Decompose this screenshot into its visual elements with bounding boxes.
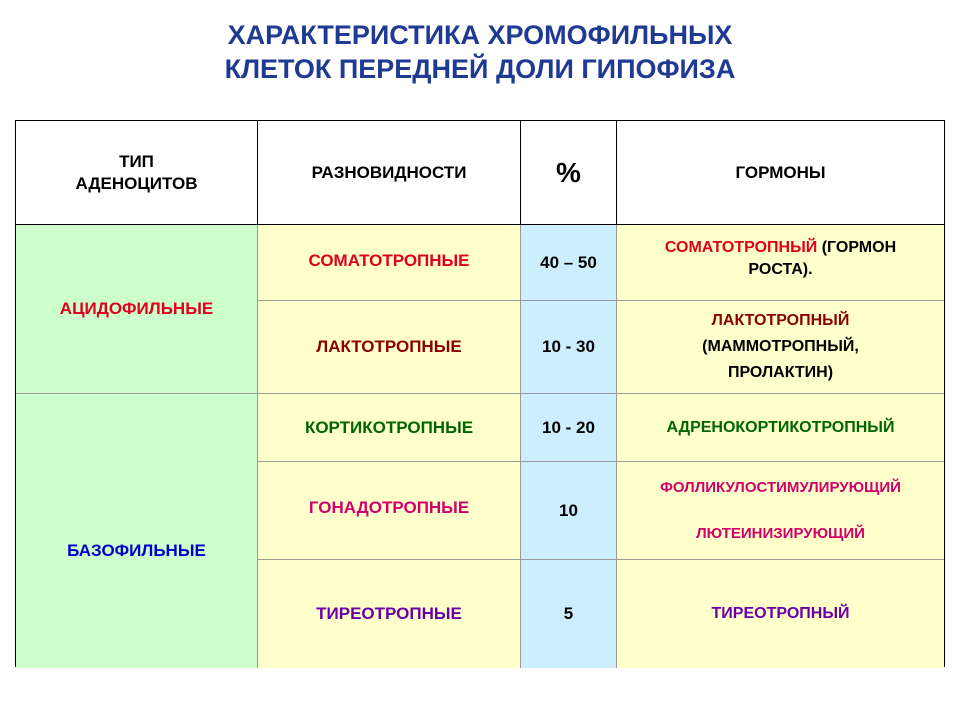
hormone-gonadotropic	[617, 462, 944, 560]
hormone-corticotropic: АДРЕНОКОРТИКОТРОПНЫЙ	[617, 394, 944, 462]
hormone-lactotropic	[617, 301, 944, 394]
percent-somatotropic: 40 – 50	[521, 225, 617, 301]
header-type-line-2: АДЕНОЦИТОВ	[75, 173, 198, 193]
hormone-lactotropic-line-2: (МАММОТРОПНЫЙ,	[702, 338, 859, 355]
title-line-1: ХАРАКТЕРИСТИКА ХРОМОФИЛЬНЫХ	[227, 20, 733, 50]
header-percent: %	[521, 121, 617, 225]
hormone-somatotropic-name: СОМАТОТРОПНЫЙ	[664, 239, 818, 256]
variety-corticotropic: КОРТИКОТРОПНЫЕ	[258, 394, 521, 462]
variety-thyrotropic: ТИРЕОТРОПНЫЕ	[258, 560, 521, 668]
variety-lactotropic: ЛАКТОТРОПНЫЕ	[258, 301, 521, 394]
header-type-line-1: ТИП	[119, 151, 154, 171]
hormone-lactotropic-line-1: ЛАКТОТРОПНЫЙ	[711, 312, 850, 329]
header-hormones: ГОРМОНЫ	[617, 121, 944, 225]
header-varieties: РАЗНОВИДНОСТИ	[258, 121, 521, 225]
percent-gonadotropic: 10	[521, 462, 617, 560]
hormone-table	[15, 120, 945, 667]
variety-somatotropic: СОМАТОТРОПНЫЕ	[258, 225, 521, 301]
type-basophil: БАЗОФИЛЬНЫЕ	[16, 394, 258, 668]
hormone-gonadotropic-line-1: ФОЛЛИКУЛОСТИМУЛИРУЮЩИЙ	[660, 478, 901, 496]
hormone-somatotropic-note: (ГОРМОН	[817, 239, 897, 256]
variety-gonadotropic: ГОНАДОТРОПНЫЕ	[258, 462, 521, 560]
hormone-thyrotropic: ТИРЕОТРОПНЫЙ	[617, 560, 944, 668]
header-type	[16, 121, 258, 225]
hormone-somatotropic-line-1	[665, 237, 896, 259]
page-title	[0, 18, 960, 86]
type-acidophil: АЦИДОФИЛЬНЫЕ	[16, 225, 258, 394]
hormone-lactotropic-line-3: ПРОЛАКТИН)	[727, 364, 834, 381]
percent-lactotropic: 10 - 30	[521, 301, 617, 394]
hormone-somatotropic	[617, 225, 944, 301]
title-line-2: КЛЕТОК ПЕРЕДНЕЙ ДОЛИ ГИПОФИЗА	[224, 54, 736, 84]
percent-thyrotropic: 5	[521, 560, 617, 668]
hormone-somatotropic-line-2: РОСТА).	[748, 261, 813, 278]
percent-corticotropic: 10 - 20	[521, 394, 617, 462]
hormone-gonadotropic-line-2: ЛЮТЕИНИЗИРУЮЩИЙ	[696, 524, 865, 542]
